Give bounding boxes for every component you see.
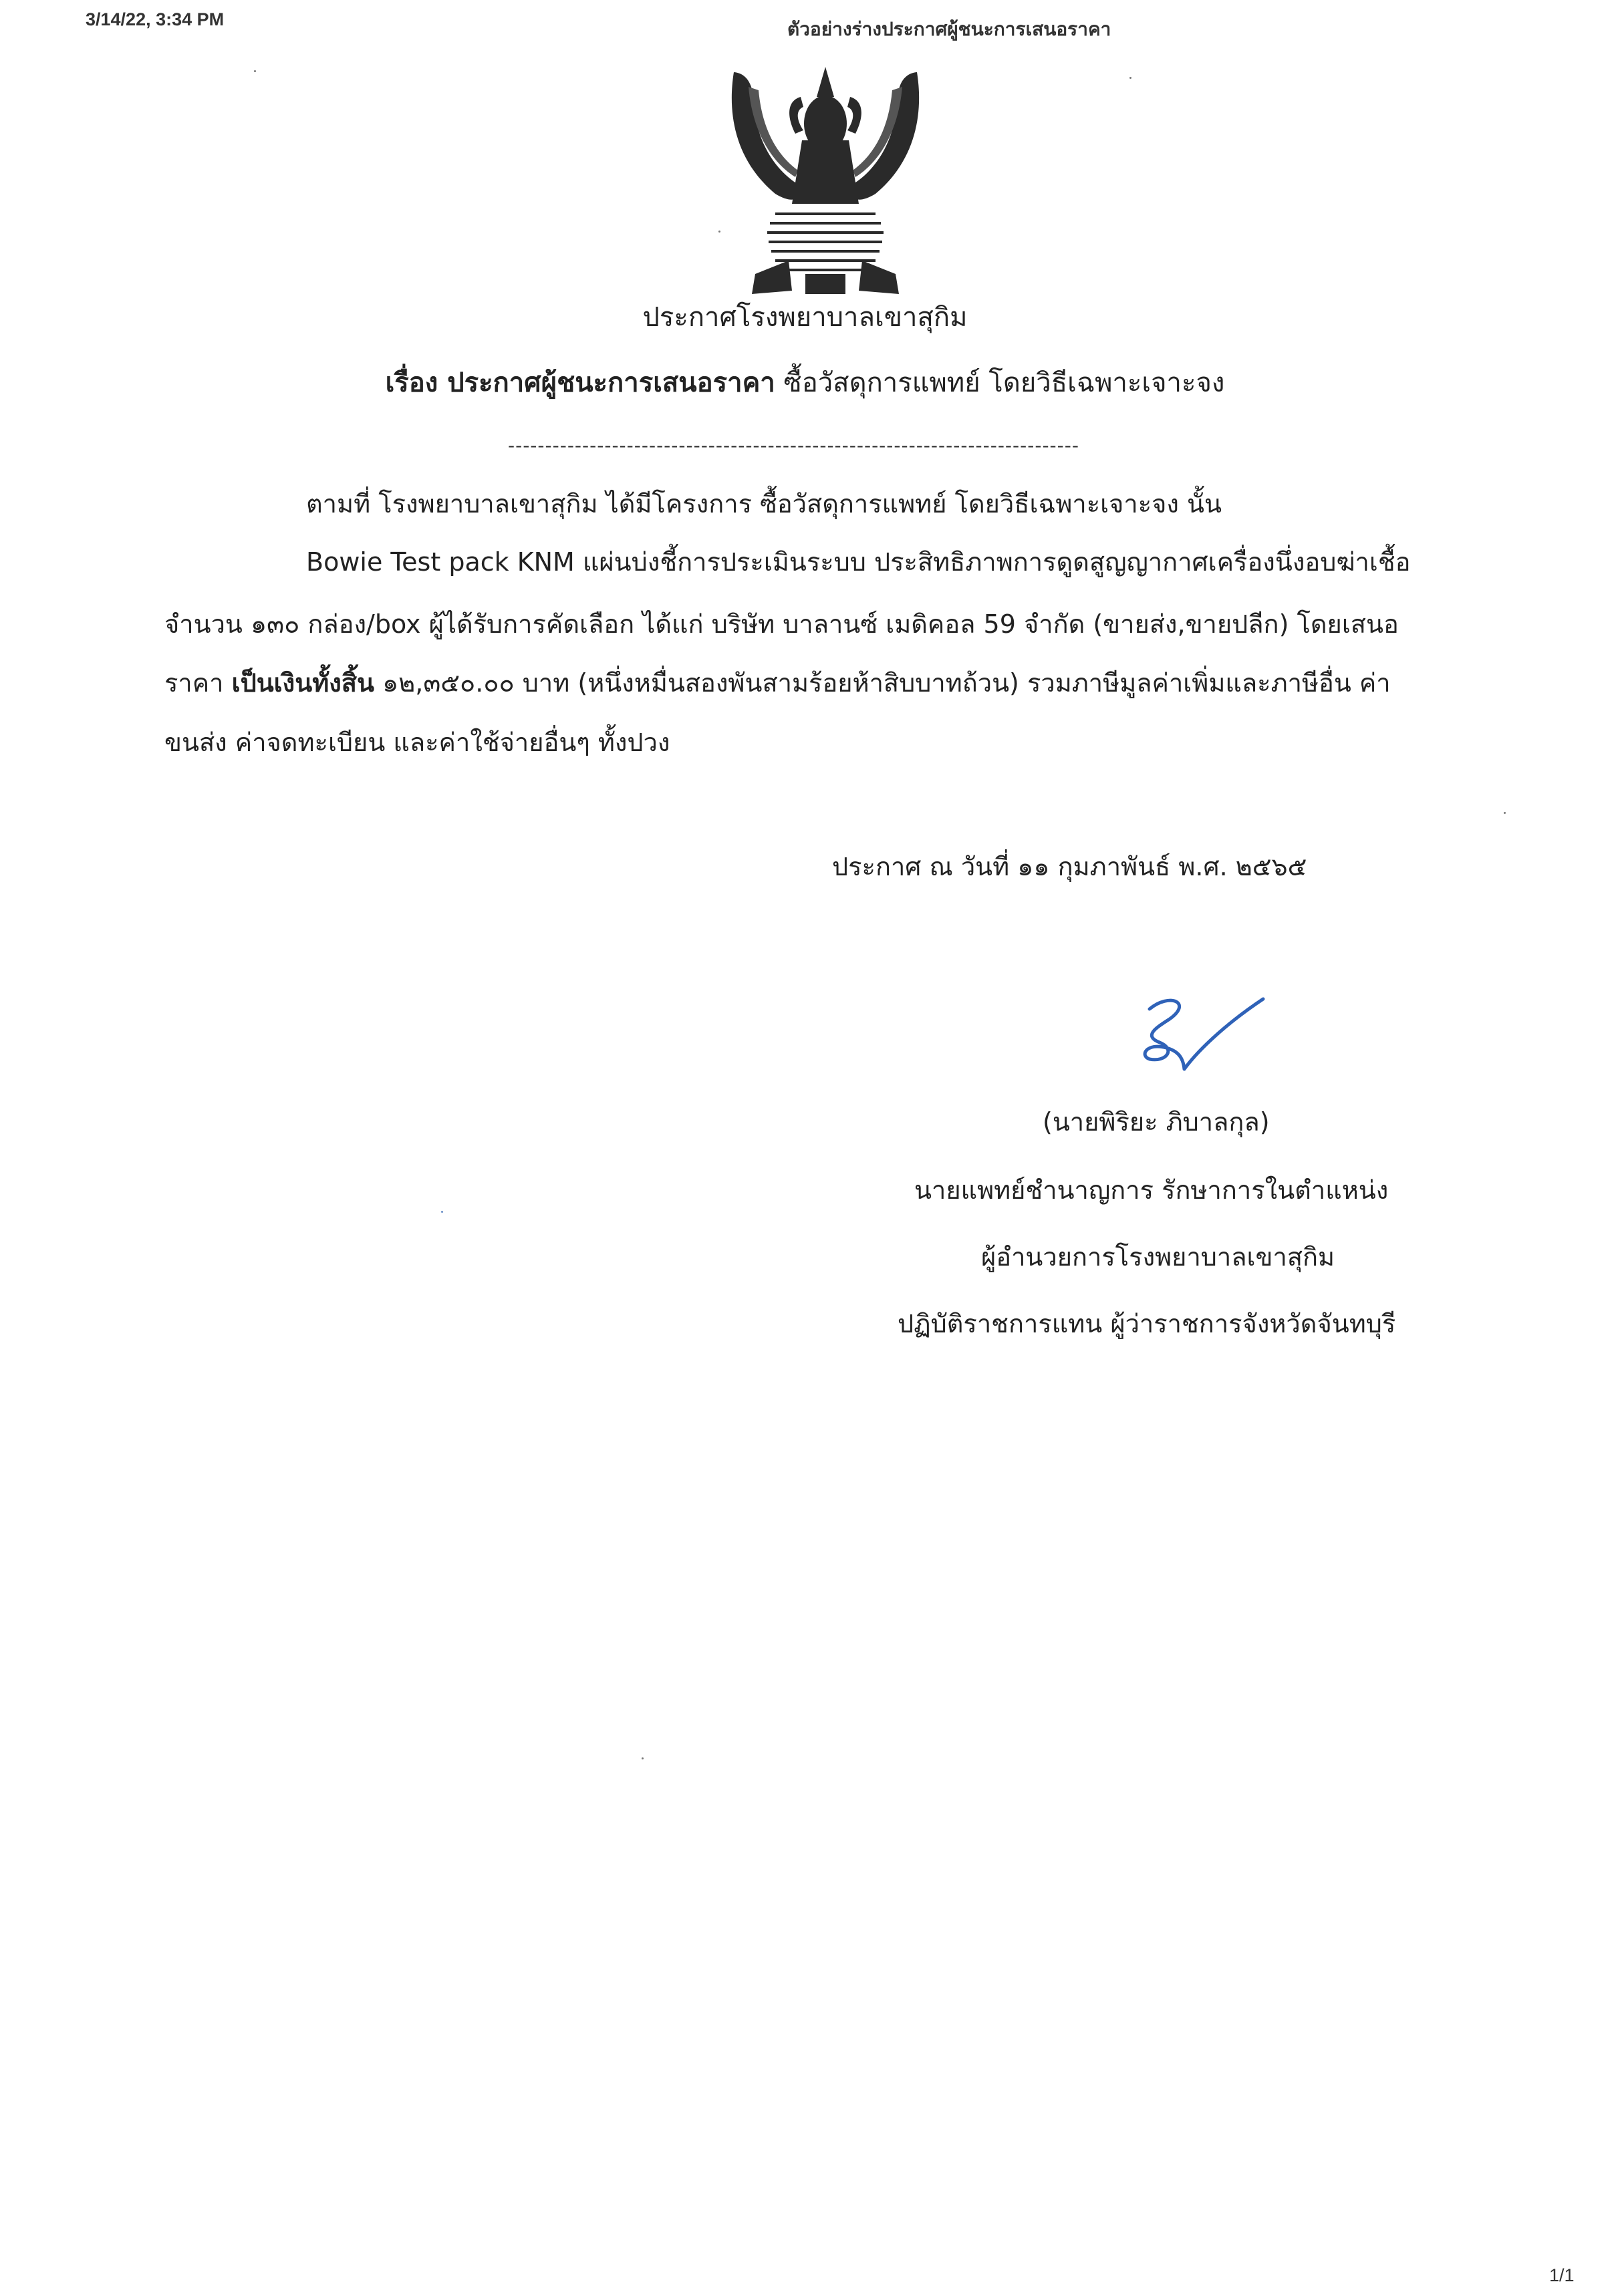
print-doc-label: ตัวอย่างร่างประกาศผู้ชนะการเสนอราคา [787, 19, 1111, 39]
signatory-name: (นายพิริยะ ภิบาลกุล) [1043, 1107, 1270, 1137]
handwritten-signature [1129, 989, 1277, 1076]
garuda-emblem-icon [728, 60, 922, 297]
body-line-2: Bowie Test pack KNM แผ่นบ่งชี้การประเมินระบบ ประสิทธิภาพการดูดสูญญากาศเครื่องนึ่งอบฆ่าเชื้อ [306, 547, 1411, 577]
body-line-5: ขนส่ง ค่าจดทะเบียน และค่าใช้จ่ายอื่นๆ ทั้งปวง [164, 728, 670, 757]
signatory-position-2: ผู้อำนวยการโรงพยาบาลเขาสุกิม [981, 1242, 1335, 1272]
body-line-1: ตามที่ โรงพยาบาลเขาสุกิม ได้มีโครงการ ซื้อวัสดุการแพทย์ โดยวิธีเฉพาะเจาะจง นั้น [306, 489, 1222, 519]
scan-speck [1129, 77, 1131, 79]
body-line-4c: ๑๒,๓๕๐.๐๐ บาท (หนึ่งหมื่นสองพันสามร้อยห้าสิบบาทถ้วน) รวมภาษีมูลค่าเพิ่มและภาษีอื่น ค่า [374, 668, 1391, 698]
divider-line: ----------------------------------------------------------------------------- [508, 434, 1079, 456]
scan-speck [642, 1757, 644, 1759]
body-line-4 [164, 670, 1391, 696]
body-line-4a: ราคา [164, 668, 232, 698]
scan-speck [1504, 812, 1506, 814]
scan-speck [718, 231, 720, 233]
subject-prefix: เรื่อง ประกาศผู้ชนะการเสนอราคา [385, 368, 775, 398]
total-amount-label: เป็นเงินทั้งสิ้น [231, 668, 374, 698]
print-timestamp: 3/14/22, 3:34 PM [86, 9, 225, 29]
announcement-title: ประกาศโรงพยาบาลเขาสุกิม [642, 302, 968, 333]
announcement-date: ประกาศ ณ วันที่ ๑๑ กุมภาพันธ์ พ.ศ. ๒๕๖๕ [832, 852, 1307, 881]
page-number: 1/1 [1549, 2265, 1575, 2285]
subject-rest: ซื้อวัสดุการแพทย์ โดยวิธีเฉพาะเจาะจง [783, 368, 1225, 398]
body-line-3: จำนวน ๑๓๐ กล่อง/box ผู้ได้รับการคัดเลือก ได้แก่ บริษัท บาลานซ์ เมดิคอล 59 จำกัด (ขายส่ง,ขายปลีก) โดยเสนอ [164, 609, 1399, 639]
announcement-subject [0, 370, 1610, 396]
signatory-position-3: ปฏิบัติราชการแทน ผู้ว่าราชการจังหวัดจันทบุรี [898, 1309, 1396, 1338]
scan-speck [254, 70, 256, 72]
scan-speck [441, 1211, 443, 1213]
signatory-position-1: นายแพทย์ชำนาญการ รักษาการในตำแหน่ง [914, 1175, 1389, 1205]
